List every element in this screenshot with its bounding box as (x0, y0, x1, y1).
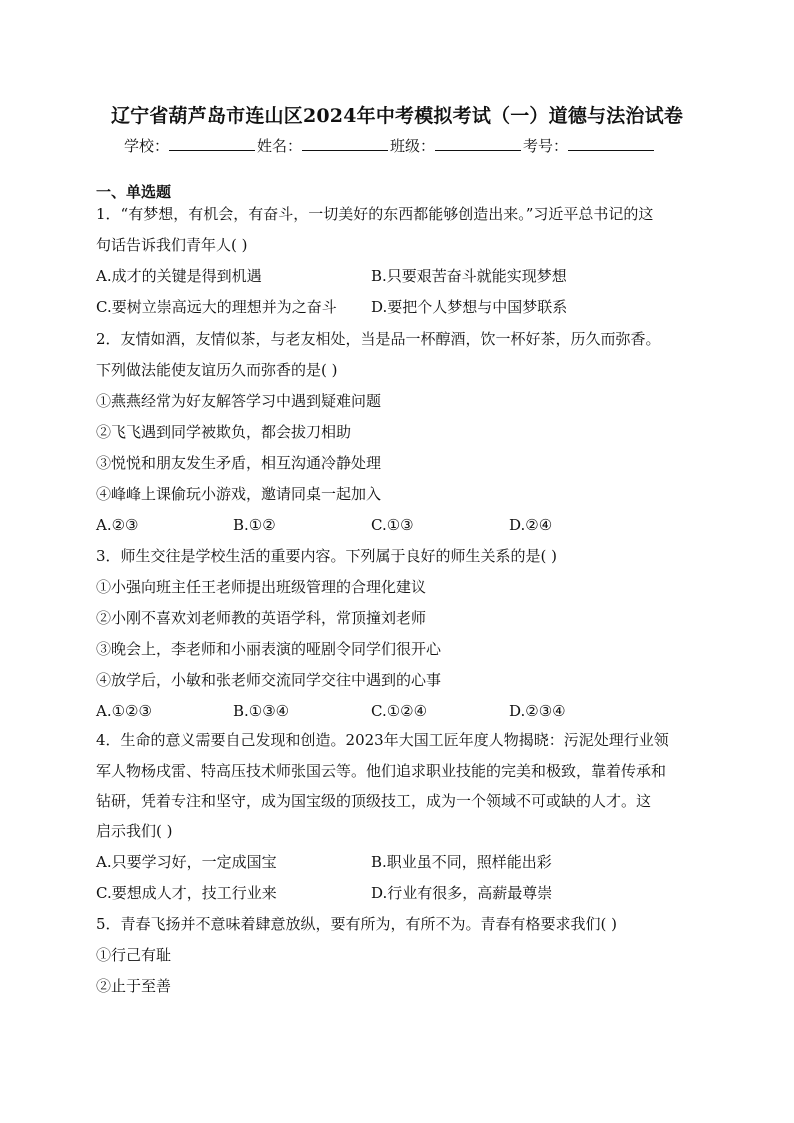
question-2-item-2: ②飞飞遇到同学被欺负，都会拔刀相助 (96, 423, 352, 441)
question-3-option-b: B.①③④ (233, 702, 290, 720)
question-3-item-4: ④放学后，小敏和张老师交流同学交往中遇到的心事 (96, 671, 442, 689)
question-3-item-3: ③晚会上，李老师和小丽表演的哑剧令同学们很开心 (96, 640, 442, 658)
question-2-option-a: A.②③ (96, 516, 139, 534)
question-2-item-4: ④峰峰上课偷玩小游戏，邀请同桌一起加入 (96, 485, 382, 503)
question-4-option-a: A.只要学习好，一定成国宝 (96, 853, 277, 871)
question-3-option-a: A.①②③ (96, 702, 152, 720)
exam-no-label: 考号： (523, 137, 569, 155)
school-blank (169, 134, 255, 151)
question-1-line-1: 1．“有梦想，有机会，有奋斗，一切美好的东西都能够创造出来。”习近平总书记的这 (96, 205, 654, 223)
question-3-option-d: D.②③④ (509, 702, 566, 720)
question-3-line-1: 3．师生交往是学校生活的重要内容。下列属于良好的师生关系的是( ) (96, 547, 558, 565)
question-2-option-c: C.①③ (371, 516, 414, 534)
section-title: 一、单选题 (96, 183, 172, 201)
question-4-line-2: 军人物杨戌雷、特高压技术师张国云等。他们追求职业技能的完美和极致，靠着传承和 (96, 762, 667, 780)
question-4-line-4: 启示我们( ) (96, 822, 173, 840)
school-label: 学校： (124, 137, 170, 155)
question-5-line-1: 5．青春飞扬并不意味着肆意放纵，要有所为，有所不为。青春有格要求我们( ) (96, 915, 618, 933)
question-4-line-1: 4．生命的意义需要自己发现和创造。2023年大国工匠年度人物揭晓：污泥处理行业领 (96, 731, 669, 749)
question-1-option-a: A.成才的关键是得到机遇 (96, 267, 262, 285)
question-3-option-c: C.①②④ (371, 702, 428, 720)
student-info-row (124, 134, 684, 158)
question-2-line-1: 2．友情如酒，友情似茶，与老友相处，当是品一杯醇酒，饮一杯好茶，历久而弥香。 (96, 330, 661, 348)
page-title: 辽宁省葫芦岛市连山区2024年中考模拟考试（一）道德与法治试卷 (110, 105, 684, 127)
question-4-option-d: D.行业有很多，高薪最尊崇 (371, 884, 553, 902)
name-label: 姓名： (257, 137, 303, 155)
class-label: 班级： (390, 137, 436, 155)
class-blank (435, 134, 521, 151)
question-1-option-d: D.要把个人梦想与中国梦联系 (371, 298, 568, 316)
question-5-item-1: ①行己有耻 (96, 946, 172, 964)
question-3-item-2: ②小刚不喜欢刘老师教的英语学科，常顶撞刘老师 (96, 609, 427, 627)
question-1-option-b: B.只要艰苦奋斗就能实现梦想 (371, 267, 567, 285)
question-4-line-3: 钻研，凭着专注和坚守，成为国宝级的顶级技工，成为一个领域不可或缺的人才。这 (96, 792, 652, 810)
question-2-option-d: D.②④ (509, 516, 553, 534)
question-4-option-c: C.要想成人才，技工行业来 (96, 884, 277, 902)
question-2-item-1: ①燕燕经常为好友解答学习中遇到疑难问题 (96, 392, 382, 410)
question-2-option-b: B.①② (233, 516, 276, 534)
question-1-option-c: C.要树立崇高远大的理想并为之奋斗 (96, 298, 337, 316)
question-2-line-2: 下列做法能使友谊历久而弥香的是( ) (96, 361, 338, 379)
exam-no-blank (568, 134, 654, 151)
question-3-item-1: ①小强向班主任王老师提出班级管理的合理化建议 (96, 578, 427, 596)
question-2-item-3: ③悦悦和朋友发生矛盾，相互沟通冷静处理 (96, 454, 382, 472)
question-5-item-2: ②止于至善 (96, 977, 172, 995)
question-4-option-b: B.职业虽不同，照样能出彩 (371, 853, 552, 871)
question-1-line-2: 句话告诉我们青年人( ) (96, 236, 248, 254)
name-blank (302, 134, 388, 151)
